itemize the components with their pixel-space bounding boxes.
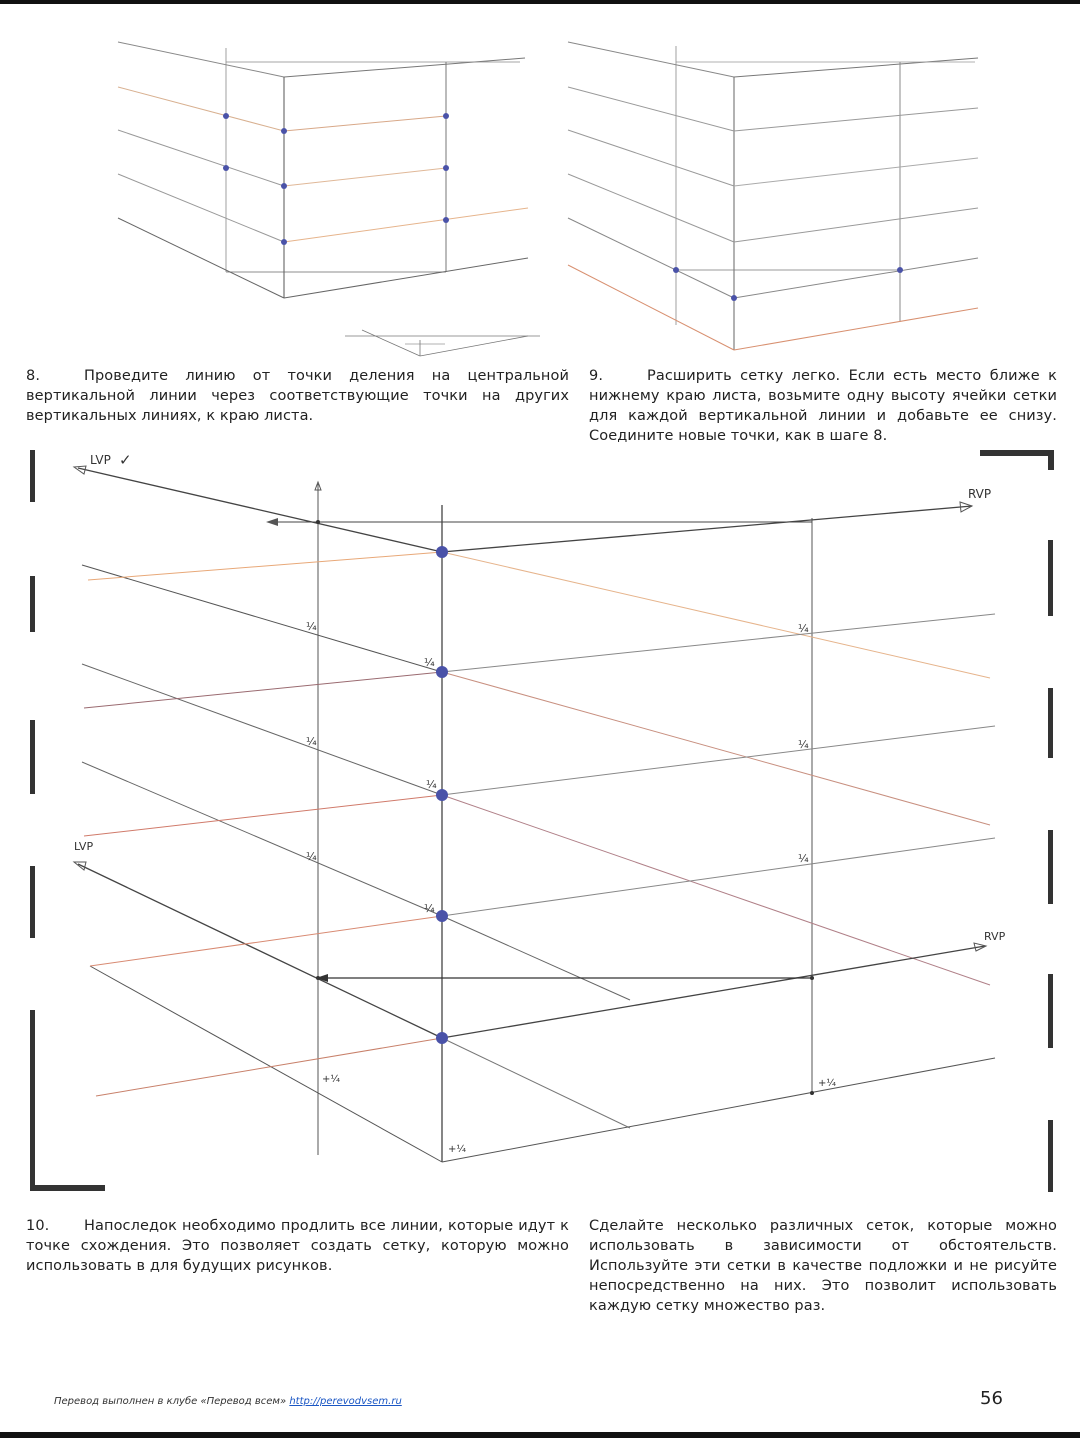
quarter-mark: ¼	[798, 738, 809, 751]
quarter-mark: ¼	[306, 850, 317, 863]
quarter-mark: ¼	[426, 778, 437, 791]
quarter-mark: ¼	[306, 620, 317, 633]
figure-step-10	[74, 451, 1006, 1162]
step-9-text: Расширить сетку легко. Если есть место ближе к нижнему краю листа, возьмите одну высоту ячейки сетки для каждой вертикальной линии и добавьте ее снизу. Соедините новые точки, как в шаге 8.	[589, 368, 1057, 444]
figure-step-9	[568, 42, 978, 350]
small-inset-diagram	[345, 330, 540, 356]
step-10-text: Напоследок необходимо продлить все линии, которые идут к точке схождения. Это позволяет создать сетку, которую можно использовать в для будущих рисунков.	[26, 1218, 569, 1274]
step-9-paragraph	[589, 366, 1057, 446]
plus-quarter-mark: +¼	[448, 1144, 467, 1155]
lvp-label-top: LVP	[90, 453, 111, 467]
footer-credit-text: Перевод выполнен в клубе «Перевод всем»	[54, 1396, 287, 1407]
step-9-number: 9.	[589, 368, 604, 384]
quarter-mark: ¼	[798, 852, 809, 865]
footer-link[interactable]: http://perevodvsem.ru	[289, 1396, 402, 1407]
frame-brackets	[30, 450, 1054, 1192]
rvp-label-top: RVP	[968, 487, 992, 501]
plus-quarter-mark: +¼	[818, 1078, 837, 1089]
page-number: 56	[980, 1388, 1003, 1409]
step-8-text: Проведите линию от точки деления на центральной вертикальной линии через соответствующие точки на других вертикальных линиях, к краю листа.	[26, 368, 569, 424]
step-10-number: 10.	[26, 1218, 50, 1234]
quarter-mark: ¼	[798, 622, 809, 635]
step-10-paragraph	[26, 1216, 569, 1276]
bottom-border	[0, 1432, 1080, 1438]
tip-paragraph: Сделайте несколько различных сеток, которые можно использовать в зависимости от обстоятельств. Используйте эти сетки в качестве подложки и не рисуйте непосредственно на них. Это позволит использовать каждую сетку множество раз.	[589, 1218, 1057, 1314]
footer-credit	[54, 1396, 402, 1407]
figure-step-8	[118, 42, 540, 356]
plus-quarter-mark: +¼	[322, 1074, 341, 1085]
quarter-mark: ¼	[424, 656, 435, 669]
step-8-number: 8.	[26, 368, 41, 384]
rvp-label-bottom: RVP	[984, 930, 1006, 943]
quarter-mark: ¼	[424, 902, 435, 915]
step-8-paragraph	[26, 366, 569, 426]
quarter-mark: ¼	[306, 735, 317, 748]
lvp-label-bottom: LVP	[74, 840, 94, 853]
check-mark: ✓	[119, 451, 132, 469]
